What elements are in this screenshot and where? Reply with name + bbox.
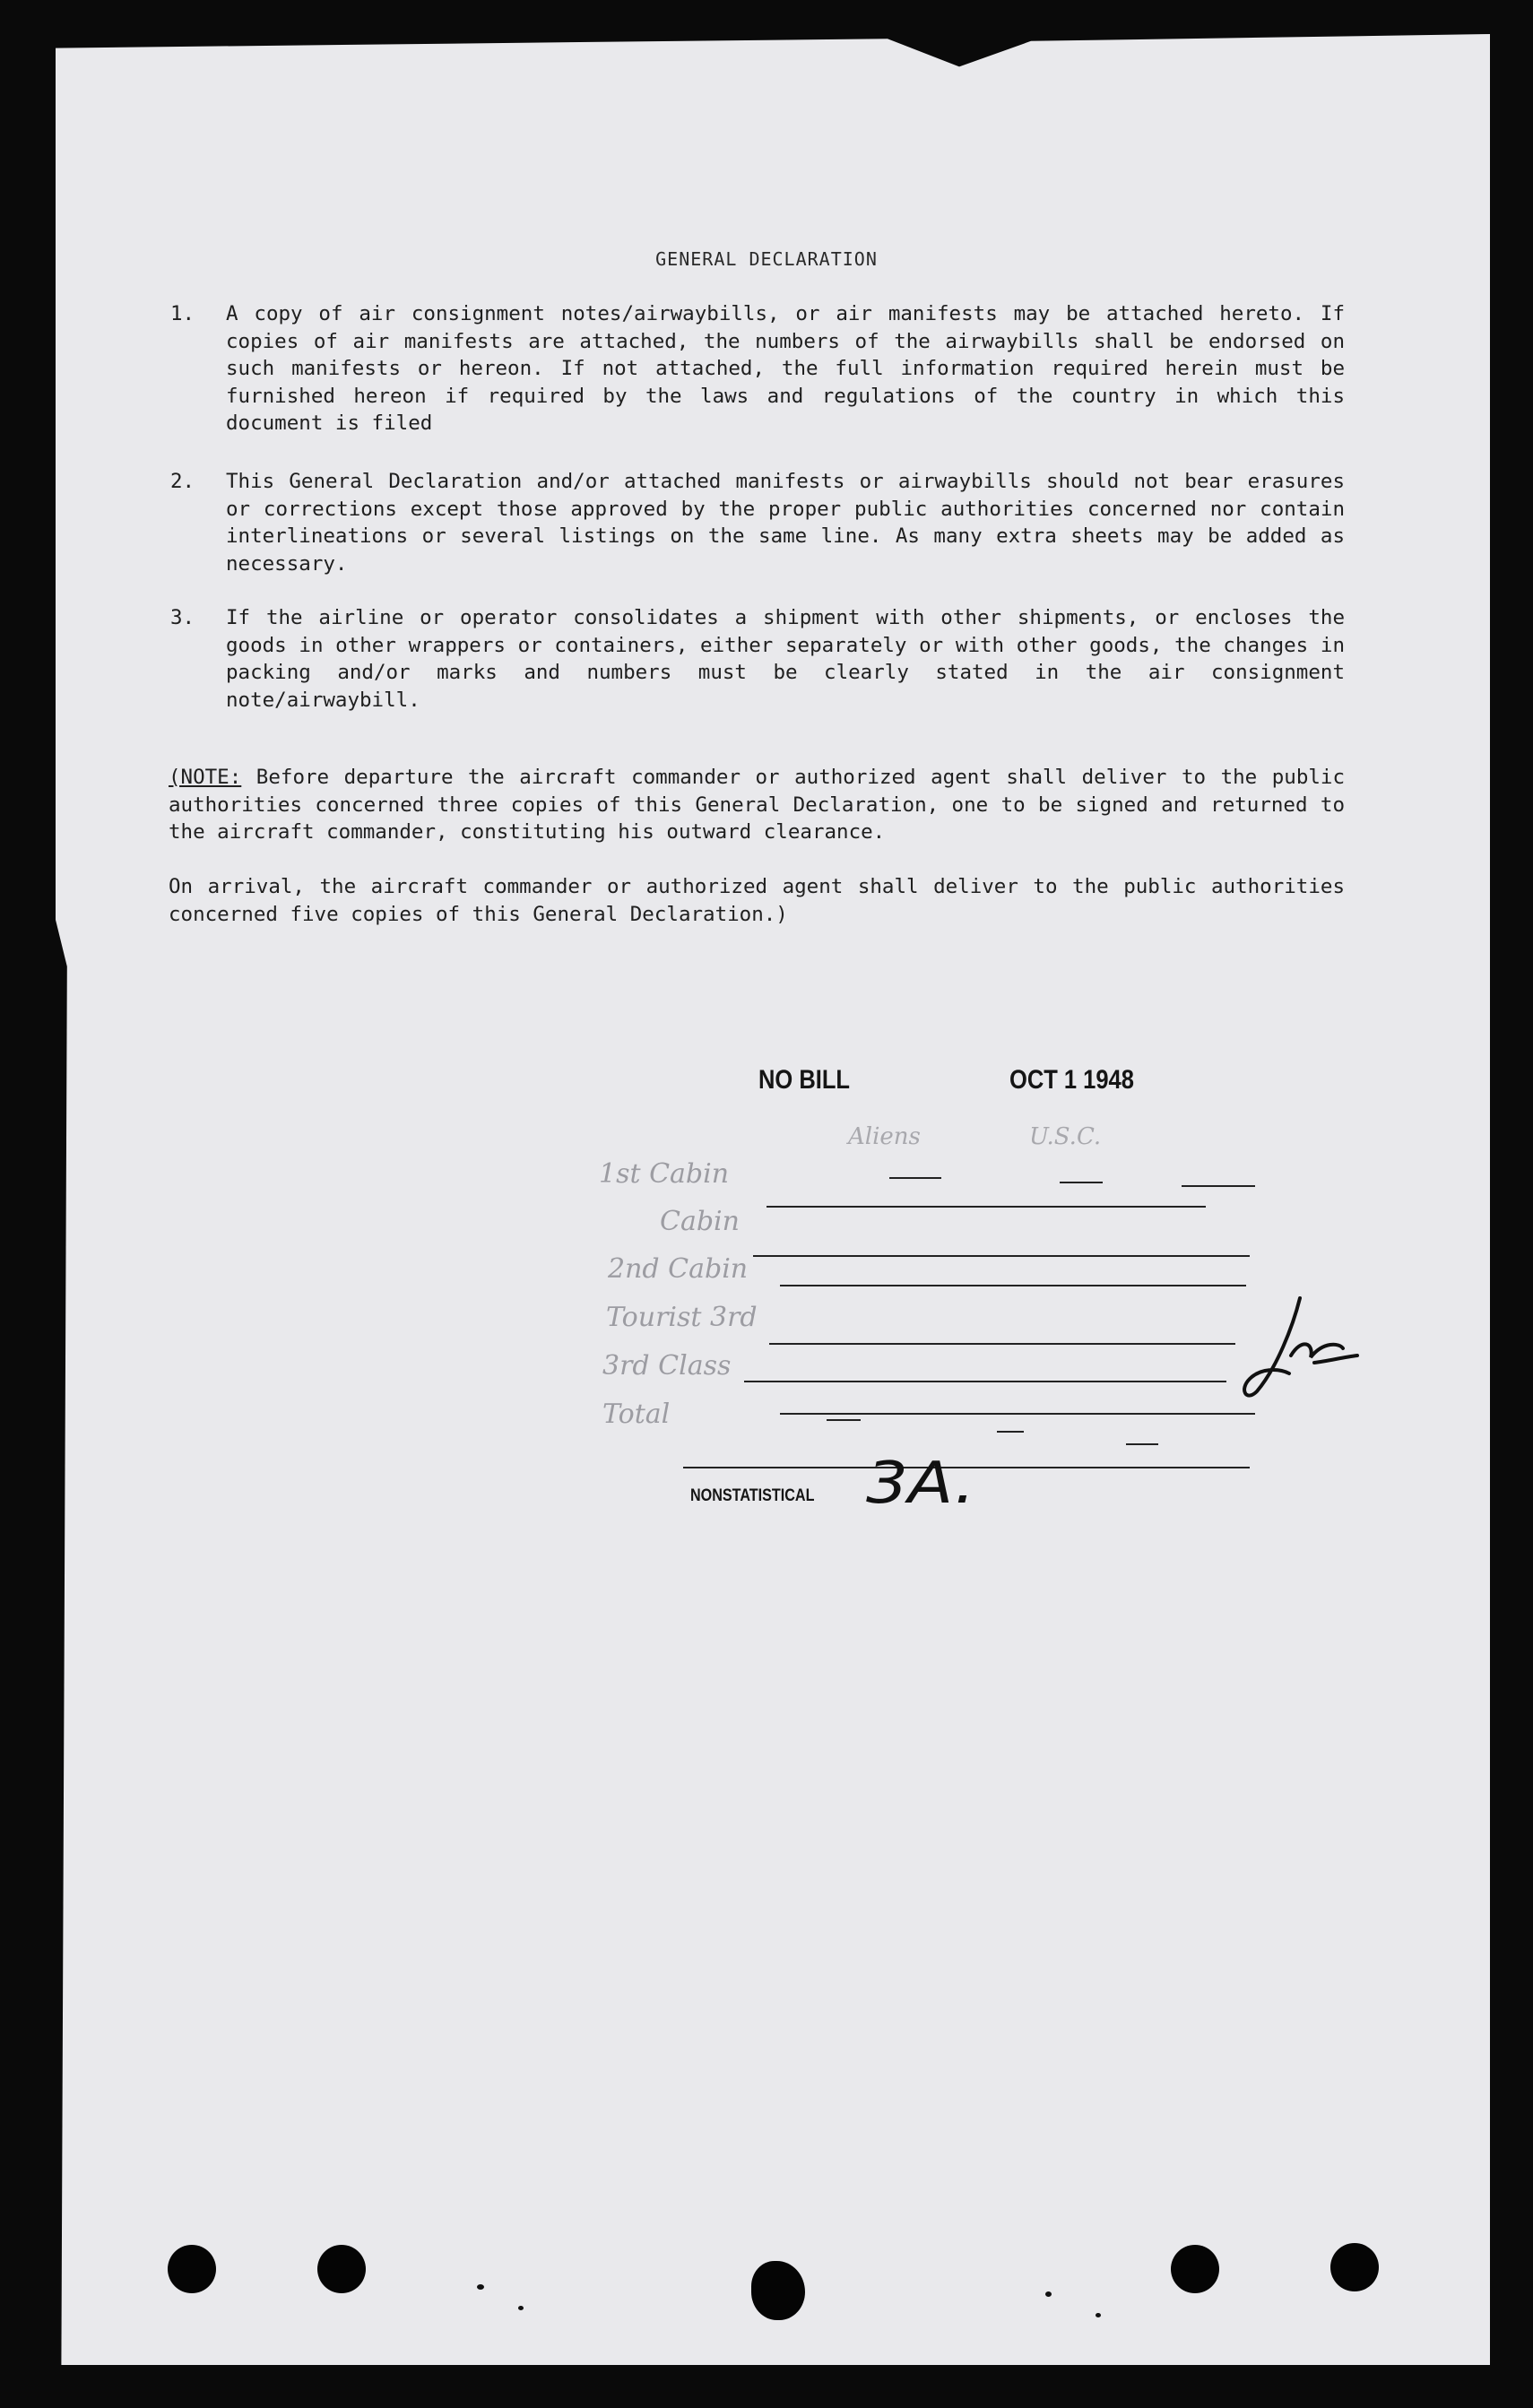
punch-hole	[1330, 2243, 1379, 2291]
row-line-tourist-3rd	[769, 1343, 1235, 1345]
paper-speck	[477, 2284, 484, 2290]
row-label-tourist-3rd: Tourist 3rd	[606, 1302, 758, 1333]
tally-dash	[827, 1419, 861, 1421]
punch-hole	[317, 2245, 366, 2293]
paper-speck	[1045, 2291, 1052, 2297]
item-number: 2.	[170, 470, 195, 493]
item-text: If the airline or operator consolidates a shipment with other shipments, or encloses the goods in other wrappers or containers, either separately or with other goods, the changes in packing and/or marks and numbers must be clearly stated in the air consignment note/airwaybill.	[226, 606, 1345, 712]
row-line-3rd-class	[744, 1381, 1226, 1382]
item-number: 3.	[170, 606, 195, 629]
row-line-extra	[780, 1413, 1255, 1415]
instruction-item-2	[170, 468, 1345, 577]
row-label-3rd-class: 3rd Class	[602, 1350, 732, 1382]
document-title: GENERAL DECLARATION	[655, 248, 878, 270]
tally-dash	[1060, 1182, 1103, 1183]
handwritten-code: 3A.	[866, 1451, 975, 1517]
note-label: (NOTE:	[169, 766, 242, 789]
row-line-cabin	[753, 1255, 1250, 1257]
date-stamp: OCT 1 1948	[1009, 1065, 1134, 1095]
row-label-1st-cabin: 1st Cabin	[599, 1158, 730, 1190]
item-number: 1.	[170, 302, 195, 325]
tally-dash	[1182, 1185, 1255, 1187]
row-label-2nd-cabin: 2nd Cabin	[608, 1253, 749, 1285]
arrival-note: On arrival, the aircraft commander or authorized agent shall deliver to the public authorities concerned five copies of this General Declaration.)	[169, 875, 1345, 926]
tally-dash	[997, 1431, 1024, 1433]
row-line-2nd-cabin	[780, 1285, 1246, 1286]
tally-dash	[1126, 1443, 1158, 1445]
departure-note	[169, 764, 1345, 846]
column-header-usc: U.S.C.	[1029, 1123, 1102, 1150]
initials-signature-icon	[1239, 1291, 1364, 1408]
instruction-item-1	[170, 300, 1345, 437]
paper-speck	[1096, 2313, 1101, 2317]
note-text: Before departure the aircraft commander or authorized agent shall deliver to the public authorities concerned three copies of this General Declaration, one to be signed and returned to the aircraft commander, constituting his outward clearance.	[169, 766, 1345, 844]
punch-hole-torn	[751, 2261, 805, 2320]
paper-speck	[518, 2306, 524, 2310]
item-text: This General Declaration and/or attached manifests or airwaybills should not bear erasures or corrections except those approved by the proper public authorities concerned nor contain interlineations or several listings on the same line. As many extra sheets may be added as necessary.	[226, 470, 1345, 576]
row-label-total: Total	[602, 1399, 671, 1430]
row-line-1st-cabin	[766, 1206, 1206, 1208]
no-bill-stamp: NO BILL	[758, 1065, 850, 1095]
tally-dash	[889, 1177, 941, 1179]
item-text: A copy of air consignment notes/airwaybills, or air manifests may be attached hereto. If copies of air manifests are attached, the numbers of the airwaybills shall be endorsed on such manifests or hereon. If not attached, the full information required herein must be furnished hereon if required by the laws and regulations of the country in which this document is filed	[226, 302, 1345, 435]
nonstatistical-stamp: NONSTATISTICAL	[690, 1486, 815, 1505]
instruction-item-3	[170, 604, 1345, 714]
column-header-aliens: Aliens	[848, 1123, 921, 1150]
row-label-cabin: Cabin	[660, 1206, 740, 1237]
punch-hole	[1171, 2245, 1219, 2293]
punch-hole	[168, 2245, 216, 2293]
